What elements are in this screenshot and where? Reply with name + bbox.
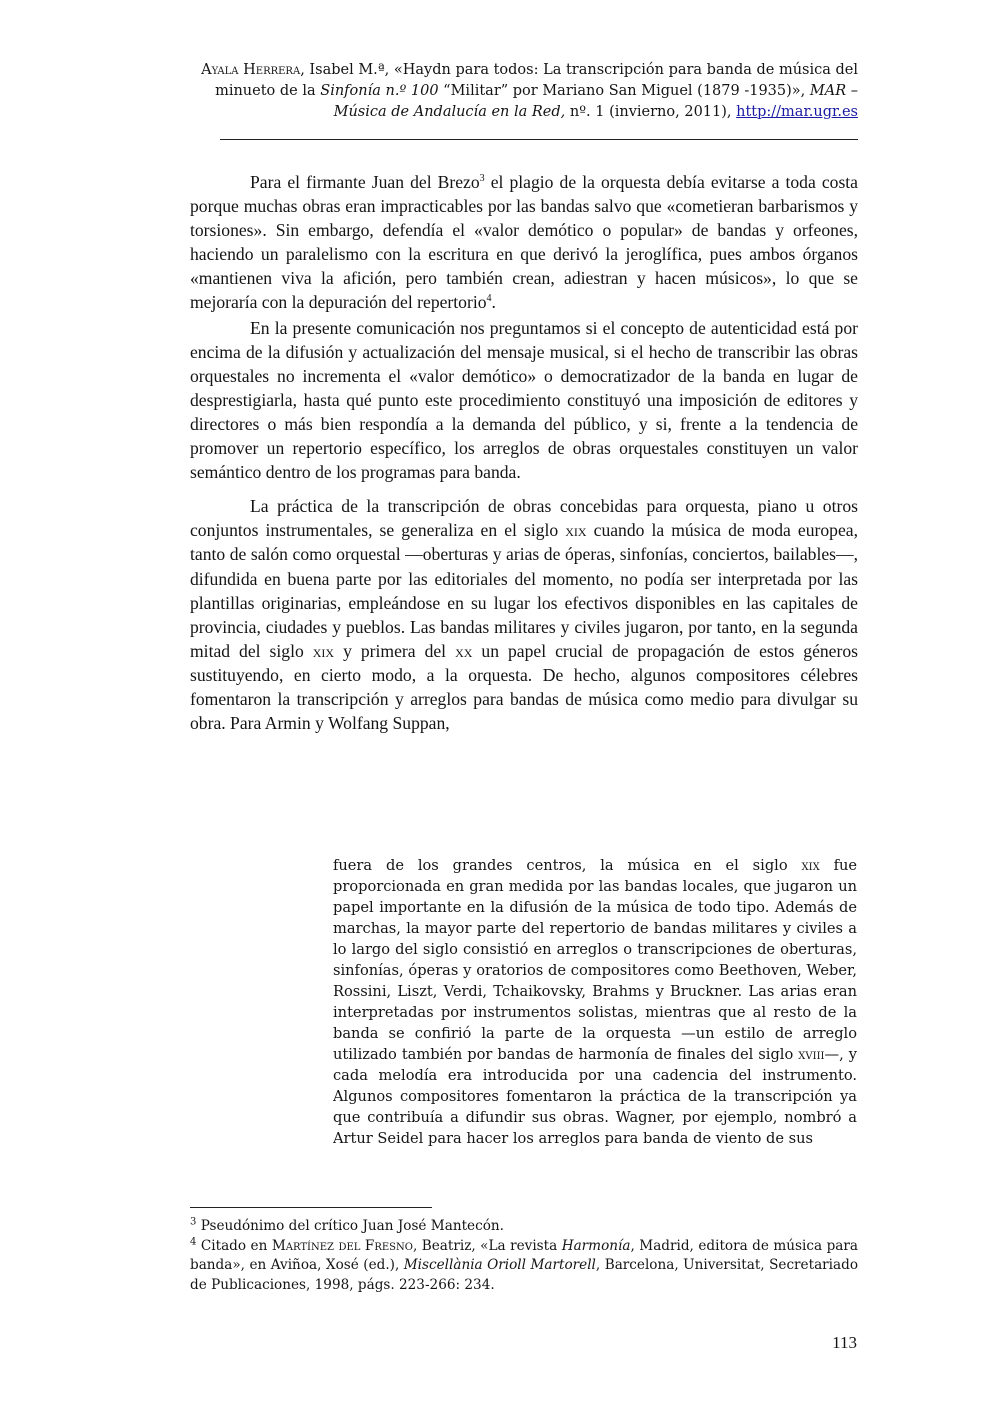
header-journal: MAR – Música de Andalucía en la Red,: [333, 83, 858, 120]
footnote-text: , Beatriz, «La revista: [412, 1237, 562, 1254]
paragraph-3: [190, 494, 858, 735]
paragraph-1-text-cont: el plagio de la orquesta debía evitarse a toda costa porque muchas obras eran impracticables por las bandas salvo que «cometieran barbarismos y torsiones». Sin embargo, defendía el «valor demótico o popular» de bandas y orfeones, haciendo un paralelismo con la escritura en que derivó la jeroglífica, pues ambos órganos «mantienen viva la afición, pero también crean, adiestran y hacen músicos», lo que se mejoraría con la depuración del repertorio: [190, 172, 858, 313]
paragraph-1: [190, 170, 858, 315]
footnote-rule: [190, 1207, 432, 1208]
main-text: [190, 170, 858, 735]
paragraph-1-end: .: [491, 292, 496, 313]
header-citation-mid: “Militar” por Mariano San Miguel (1879 -1935)»,: [438, 83, 810, 99]
footnote-ref-3[interactable]: 3: [479, 173, 485, 185]
footnote-text: Citado en: [196, 1237, 272, 1254]
footnote-text: , Madrid, editora de música para banda», en Aviñoa, Xosé (ed.),: [190, 1237, 858, 1273]
century-xix: xix: [565, 520, 587, 541]
footnote-text: , Barcelona, Universitat, Secretariado de Publicaciones, 1998, págs. 223-266: 234.: [190, 1257, 859, 1293]
page-number: 113: [832, 1333, 857, 1352]
century-xix: xix: [312, 640, 335, 661]
footnote-ref-4[interactable]: 4: [486, 293, 492, 305]
footnote-text: Pseudónimo del crítico Juan José Mantecón.: [196, 1218, 504, 1234]
paragraph-3-text-cont: y primera del: [334, 640, 456, 661]
century-xviii: xviii: [798, 1046, 825, 1063]
quote-text-end: —, y cada melodía era introducida por una cadencia del instrumento. Algunos compositores fomentaron la práctica de la transcripción ya que contribuía a difundir sus obras. Wagner, por ejemplo, nombró a Artur Seidel para hacer los arreglos para banda de viento de sus: [333, 1046, 857, 1147]
paragraph-3-text: La práctica de la transcripción de obras concebidas para orquesta, piano u otros conjuntos instrumentales, se generaliza en el siglo: [190, 496, 858, 541]
footnote-book-title: Miscellània Orioll Martorell: [403, 1257, 596, 1273]
header-url-link[interactable]: http://mar.ugr.es: [736, 104, 858, 120]
footnote-number: 4: [190, 1235, 197, 1247]
header-rule: [220, 139, 858, 140]
paragraph-2: En la presente comunicación nos preguntamos si el concepto de autenticidad está por encima de la difusión y actualización del mensaje musical, si el hecho de transcribir las obras orquestales no incrementa el «valor demótico» o democratizador de la banda en lugar de desprestigiarla, hasta qué punto este procedimiento constituyó una imposición de editores y directores o más bien respondía a la demanda del público, y si, frente a la tendencia de promover un repertorio específico, los arreglos de obras orquestales constituyen un valor semántico dentro de los programas para banda.: [190, 317, 858, 483]
footnote-journal-title: Harmonía: [561, 1237, 631, 1254]
header-citation: , Isabel M.ª, «Haydn para todos: La transcripción para banda de música del minueto de la: [215, 62, 858, 99]
century-xx: xx: [455, 640, 473, 661]
paragraph-1-text: Para el firmante Juan del Brezo: [250, 172, 480, 192]
header-author: Ayala Herrera: [201, 62, 301, 78]
block-quote: [333, 855, 857, 1149]
footnote-author: Martínez del Fresno: [271, 1237, 413, 1254]
footnote-4: [190, 1237, 858, 1296]
header-issue: nº. 1 (invierno, 2011),: [565, 104, 737, 120]
quote-text: fuera de los grandes centros, la música en el siglo: [333, 857, 802, 874]
footnote-number: 3: [190, 1216, 197, 1228]
footnote-3: [190, 1217, 858, 1237]
quote-text-cont: fue proporcionada en gran medida por las bandas locales, que jugaron un papel importante en la difusión de la música de todo tipo. Además de marchas, la mayor parte del repertorio de bandas militares y civiles a lo largo del siglo consistió en arreglos o transcripciones de oberturas, sinfonías, óperas y oratorios de compositores como Beethoven, Weber, Rossini, Liszt, Verdi, Tchaikovsky, Brahms y Bruckner. Las arias eran interpretadas por instrumentos solistas, mientras que al resto de la banda se confirió la parte de la orquesta —un estilo de arreglo utilizado también por bandas de harmonía de finales del siglo: [333, 857, 858, 1063]
paragraph-3-text-cont: cuando la música de moda europea, tanto de salón como orquestal —oberturas y arias de óperas, sinfonías, conciertos, bailables—, difundida en buena parte por las editoriales del momento, no podía ser interpretada por las plantillas originarias, empleándose en su lugar los efectivos disponibles en las capitales de provincia, ciudades y pueblos. Las bandas militares y civiles jugaron, por tanto, en la segunda mitad del siglo: [190, 520, 858, 661]
header-symphony-title: Sinfonía n.º 100: [320, 83, 439, 99]
footnotes: [190, 1217, 858, 1295]
century-xix: xix: [801, 857, 820, 874]
running-header: [190, 60, 858, 123]
paragraph-3-text-end: un papel crucial de propagación de estos géneros sustituyendo, en cierto modo, a la orquesta. De hecho, algunos compositores célebres fomentaron la transcripción y arreglos para bandas de música como medio para divulgar su obra. Para Armin y Wolfang Suppan,: [190, 640, 858, 734]
